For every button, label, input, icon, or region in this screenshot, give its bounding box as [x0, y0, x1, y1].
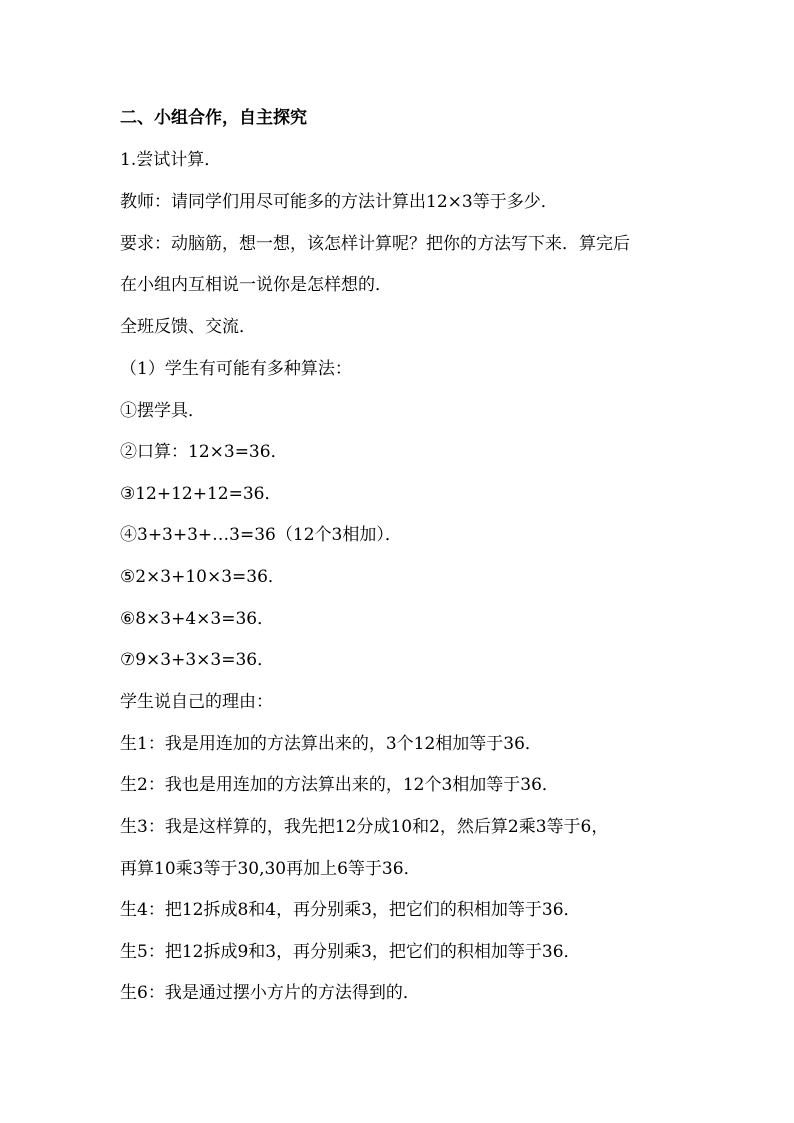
paragraph-line: 在小组内互相说一说你是怎样想的． [120, 275, 392, 295]
paragraph-line: ⑥8×3+4×3=36． [120, 609, 275, 629]
paragraph-line: 生5：把12拆成9和3，再分别乘3，把它们的积相加等于36． [120, 942, 581, 962]
paragraph-line: ⑤2×3+10×3=36． [120, 567, 285, 587]
paragraph-line: 生3：我是这样算的，我先把12分成10和2，然后算2乘3等于6， [120, 817, 609, 837]
paragraph-line: 生6：我是通过摆小方片的方法得到的． [120, 983, 420, 1003]
section-heading: 二、小组合作，自主探究 [120, 108, 307, 128]
paragraph-line: ③12+12+12=36． [120, 484, 282, 504]
paragraph-line: 要求：动脑筋，想一想，该怎样计算呢？把你的方法写下来．算完后 [120, 234, 630, 254]
paragraph-line: ②口算：12×3=36． [120, 442, 288, 462]
paragraph-line: ④3+3+3+…3=36（12个3相加）． [120, 525, 402, 545]
paragraph-line: 学生说自己的理由： [120, 692, 273, 712]
paragraph-line: 1.尝试计算． [120, 150, 222, 170]
paragraph-line: ①摆学具． [120, 401, 205, 421]
paragraph-line: 生4：把12拆成8和4，再分别乘3，把它们的积相加等于36． [120, 900, 581, 920]
paragraph-line: ⑦9×3+3×3=36． [120, 650, 275, 670]
paragraph-line: 再算10乘3等于30,30再加上6等于36． [120, 859, 421, 879]
paragraph-line: 全班反馈、交流． [120, 317, 256, 337]
paragraph-line: 生1：我是用连加的方法算出来的，3个12相加等于36． [120, 734, 542, 754]
paragraph-line: 生2：我也是用连加的方法算出来的，12个3相加等于36． [120, 775, 559, 795]
paragraph-line: 教师：请同学们用尽可能多的方法计算出12×3等于多少． [120, 192, 558, 212]
paragraph-line: （1）学生有可能有多种算法： [120, 359, 352, 379]
